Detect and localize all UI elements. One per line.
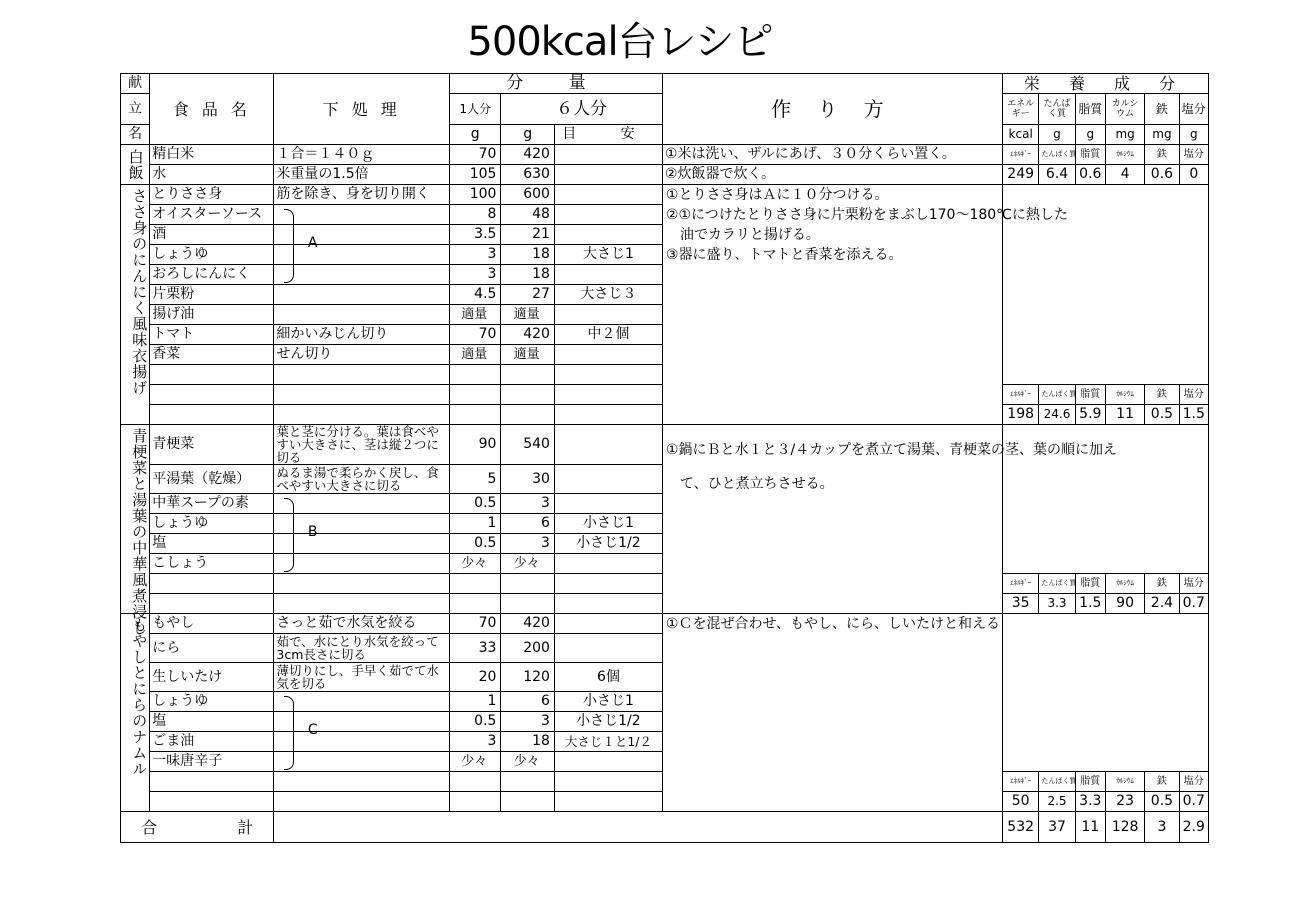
six-serving-amount: 18 [501, 732, 554, 752]
food-name [150, 574, 274, 594]
page-title: 500kcal台レシピ [467, 19, 773, 65]
food-name: 生しいたけ [150, 663, 274, 692]
prep-note [274, 225, 450, 245]
prep-note [274, 534, 450, 554]
six-serving-amount [501, 792, 554, 812]
measure-amount [554, 594, 662, 614]
method-step: 油でカラリと揚げる。 [665, 227, 820, 243]
six-serving-amount: 120 [501, 663, 554, 692]
method-header: 作 り 方 [662, 74, 1002, 145]
prep-note [274, 712, 450, 732]
nutrient-label: ｶﾙｼｳﾑ [1105, 385, 1144, 405]
measure-amount [554, 165, 662, 185]
one-serving-amount: 5 [449, 465, 500, 494]
one-serving-amount: 70 [449, 145, 500, 165]
nutrient-label: たんぱく質 [1039, 574, 1075, 594]
method-step: ③器に盛り、トマトと香菜を添える。 [665, 247, 903, 263]
method-blank [662, 574, 1002, 614]
prep-note [274, 732, 450, 752]
nutrient-value: 35 [1003, 594, 1039, 614]
one-serving-amount: 3 [449, 245, 500, 265]
six-serving-amount: 540 [501, 425, 554, 465]
one-serving-amount [449, 772, 500, 792]
six-serving-amount [501, 594, 554, 614]
prep-note [274, 265, 450, 285]
one-serving-amount: 70 [449, 614, 500, 634]
nutrient-unit: g [1075, 125, 1105, 145]
one-serving-amount: 少々 [449, 554, 500, 574]
prep-note [274, 574, 450, 594]
nutrient-value: 5.9 [1075, 405, 1105, 425]
one-serving-amount: 4.5 [449, 285, 500, 305]
prep-note: 葉と茎に分ける。葉は食べやすい大きさに、茎は縦２つに切る [274, 425, 450, 465]
dish-name: もやしとにらのナムル [121, 614, 150, 812]
nutrient-label: 鉄 [1145, 772, 1179, 792]
measure-amount [554, 772, 662, 792]
quantity-header: 分 量 [449, 74, 662, 94]
method-step: ②①につけたとりささ身に片栗粉をまぶし170～180℃に熱した [665, 207, 1068, 223]
six-serving-amount [501, 574, 554, 594]
six-serving-amount [501, 365, 554, 385]
measure-amount [554, 405, 662, 425]
six-serving-amount: 18 [501, 245, 554, 265]
method-step: ①Ｃを混ぜ合わせ、もやし、にら、しいたけと和える [665, 616, 1001, 632]
food-name: こしょう [150, 554, 274, 574]
one-serving-amount: 0.5 [449, 712, 500, 732]
measure-amount [554, 345, 662, 365]
nutrient-col-header: 脂質 [1075, 94, 1105, 125]
food-name-header: 食 品 名 [150, 74, 274, 145]
nutrient-value: 24.6 [1039, 405, 1075, 425]
method-text [662, 425, 1118, 574]
one-serving-amount [449, 365, 500, 385]
nutrient-col-header: 鉄 [1145, 94, 1179, 125]
brace-label: B [307, 523, 318, 540]
nutrition-blank [1003, 614, 1209, 772]
prep-note [274, 365, 450, 385]
nutrient-label: 塩分 [1179, 772, 1208, 792]
measure-amount: 6個 [554, 663, 662, 692]
unit-g: g [449, 125, 500, 145]
measure-amount [554, 205, 662, 225]
six-serving-amount: 630 [501, 165, 554, 185]
one-serving-amount: 適量 [449, 305, 500, 325]
nutrient-value: 249 [1003, 165, 1039, 185]
total-value: 11 [1075, 812, 1105, 843]
food-name: 塩 [150, 534, 274, 554]
method-blank [662, 385, 1002, 425]
method-step: ①とりささ身はＡに１０分つける。 [665, 187, 889, 203]
six-serving-amount: 420 [501, 614, 554, 634]
one-serving-amount: 少々 [449, 752, 500, 772]
dish-name: 白飯 [121, 145, 150, 185]
six-serving-amount: 420 [501, 325, 554, 345]
one-serving-amount [449, 405, 500, 425]
six-serving-amount: 27 [501, 285, 554, 305]
nutrient-value: 198 [1003, 405, 1039, 425]
food-name: 片栗粉 [150, 285, 274, 305]
six-serving-amount: 少々 [501, 752, 554, 772]
measure-amount [554, 792, 662, 812]
nutrient-unit: kcal [1003, 125, 1039, 145]
one-serving-amount [449, 792, 500, 812]
six-serving-amount: 6 [501, 692, 554, 712]
six-serving-amount: 6 [501, 514, 554, 534]
prep-note: さっと茹で水気を絞る [274, 614, 450, 634]
one-serving-amount: 1 [449, 692, 500, 712]
menu-name-char: 名 [121, 125, 150, 145]
food-name: にら [150, 634, 274, 663]
nutrient-value: 2.5 [1039, 792, 1075, 812]
total-value: 2.9 [1179, 812, 1208, 843]
nutrient-col-header: たんぱ く質 [1039, 94, 1075, 125]
brace-group [284, 209, 294, 283]
brace-group [284, 696, 294, 770]
nutrient-value: 23 [1105, 792, 1144, 812]
nutrient-label: 脂質 [1075, 385, 1105, 405]
six-serving-header: ６人分 [501, 94, 662, 125]
nutrient-label: ｴﾈﾙｷﾞｰ [1003, 385, 1039, 405]
one-serving-amount: 20 [449, 663, 500, 692]
measure-amount: 小さじ1 [554, 692, 662, 712]
food-name: ごま油 [150, 732, 274, 752]
dish-name: ささ身のにんにく風味衣揚げ [121, 185, 150, 425]
food-name: 香菜 [150, 345, 274, 365]
prep-note [274, 692, 450, 712]
nutrient-label: たんぱく質 [1039, 385, 1075, 405]
six-serving-amount: 21 [501, 225, 554, 245]
food-name: しょうゆ [150, 514, 274, 534]
prep-note [274, 285, 450, 305]
nutrient-value: 1.5 [1179, 405, 1208, 425]
one-serving-amount: 33 [449, 634, 500, 663]
measure-amount [554, 614, 662, 634]
prep-note: 筋を除き、身を切り開く [274, 185, 450, 205]
one-serving-amount [449, 385, 500, 405]
nutrient-unit: mg [1105, 125, 1144, 145]
nutrient-value: 0.5 [1145, 792, 1179, 812]
prep-note: ぬるま湯で柔らかく戻し、食べやすい大きさに切る [274, 465, 450, 494]
one-serving-amount: 3.5 [449, 225, 500, 245]
nutrient-unit: g [1039, 125, 1075, 145]
nutrient-label: 鉄 [1145, 145, 1179, 165]
six-serving-amount: 200 [501, 634, 554, 663]
six-serving-amount: 適量 [501, 345, 554, 365]
nutrient-col-header: 塩分 [1179, 94, 1208, 125]
one-serving-amount: 0.5 [449, 494, 500, 514]
food-name [150, 365, 274, 385]
nutrient-value: 0.7 [1179, 792, 1208, 812]
food-name: 水 [150, 165, 274, 185]
prep-note [274, 792, 450, 812]
one-serving-amount: 70 [449, 325, 500, 345]
one-serving-header: 1人分 [449, 94, 500, 125]
brace-label: A [307, 234, 318, 251]
nutrient-label: 脂質 [1075, 574, 1105, 594]
measure-amount [554, 634, 662, 663]
brace-group [284, 498, 294, 572]
prep-note [274, 554, 450, 574]
six-serving-amount: 3 [501, 534, 554, 554]
nutrient-label: 脂質 [1075, 772, 1105, 792]
nutrient-value: 4 [1105, 165, 1144, 185]
nutrient-label: たんぱく質 [1039, 772, 1075, 792]
nutrient-label: ｴﾈﾙｷﾞｰ [1003, 145, 1039, 165]
measure-amount [554, 365, 662, 385]
one-serving-amount [449, 594, 500, 614]
nutrient-label: ｶﾙｼｳﾑ [1105, 574, 1144, 594]
nutrient-value: 6.4 [1039, 165, 1075, 185]
measure-amount: 大さじ１と1/２ [554, 732, 662, 752]
measure-amount [554, 574, 662, 594]
nutrition-header: 栄 養 成 分 [1003, 74, 1209, 94]
six-serving-amount: 48 [501, 205, 554, 225]
measure-amount: 小さじ1/2 [554, 712, 662, 732]
prep-note [274, 305, 450, 325]
measure-amount [554, 185, 662, 205]
nutrient-value: 0.7 [1179, 594, 1208, 614]
six-serving-amount: 3 [501, 494, 554, 514]
six-serving-amount [501, 385, 554, 405]
prep-note [274, 405, 450, 425]
prep-header: 下 処 理 [274, 74, 450, 145]
one-serving-amount: 適量 [449, 345, 500, 365]
measure-amount [554, 465, 662, 494]
food-name: 精白米 [150, 145, 274, 165]
one-serving-amount: 3 [449, 265, 500, 285]
food-name: しょうゆ [150, 245, 274, 265]
method-text [662, 614, 1002, 772]
six-serving-amount [501, 405, 554, 425]
prep-note [274, 772, 450, 792]
one-serving-amount: 0.5 [449, 534, 500, 554]
nutrient-label: 塩分 [1179, 145, 1208, 165]
food-name: とりささ身 [150, 185, 274, 205]
total-blank [274, 812, 1003, 843]
nutrient-value: 90 [1105, 594, 1144, 614]
measure-amount: 大さじ1 [554, 245, 662, 265]
prep-note: 細かいみじん切り [274, 325, 450, 345]
measure-amount [554, 752, 662, 772]
six-serving-amount: 適量 [501, 305, 554, 325]
prep-note: せん切り [274, 345, 450, 365]
nutrient-label: ｶﾙｼｳﾑ [1105, 145, 1144, 165]
nutrient-value: 11 [1105, 405, 1144, 425]
nutrient-label: 塩分 [1179, 574, 1208, 594]
one-serving-amount: 1 [449, 514, 500, 534]
measure-amount: 大さじ３ [554, 285, 662, 305]
prep-note [274, 494, 450, 514]
one-serving-amount: 100 [449, 185, 500, 205]
food-name [150, 385, 274, 405]
nutrient-label: 脂質 [1075, 145, 1105, 165]
nutrient-label: ｴﾈﾙｷﾞｰ [1003, 772, 1039, 792]
food-name [150, 792, 274, 812]
food-name: 酒 [150, 225, 274, 245]
food-name: 青梗菜 [150, 425, 274, 465]
method-blank [662, 772, 1002, 812]
method-step: て、ひと煮立ちさせる。 [665, 476, 834, 492]
measure-amount [554, 425, 662, 465]
food-name: 平湯葉（乾燥） [150, 465, 274, 494]
measure-amount [554, 554, 662, 574]
six-serving-amount: 30 [501, 465, 554, 494]
nutrient-label: 鉄 [1145, 385, 1179, 405]
menu-name-char: 立 [121, 94, 150, 125]
food-name: 一味唐辛子 [150, 752, 274, 772]
one-serving-amount: 3 [449, 732, 500, 752]
food-name: 中華スープの素 [150, 494, 274, 514]
prep-note: 薄切りにし、手早く茹でて水気を切る [274, 663, 450, 692]
nutrient-value: 3.3 [1039, 594, 1075, 614]
measure-amount [554, 225, 662, 245]
total-label: 合 計 [121, 812, 274, 843]
measure-amount: 小さじ1/2 [554, 534, 662, 554]
nutrient-value: 0 [1179, 165, 1208, 185]
prep-note: 茹で、水にとり水気を絞って3cm長さに切る [274, 634, 450, 663]
total-value: 3 [1145, 812, 1179, 843]
food-name: 揚げ油 [150, 305, 274, 325]
food-name: トマト [150, 325, 274, 345]
six-serving-amount [501, 772, 554, 792]
prep-note: １合＝１４０ｇ [274, 145, 450, 165]
food-name: しょうゆ [150, 692, 274, 712]
total-value: 37 [1039, 812, 1075, 843]
measure-amount [554, 494, 662, 514]
unit-g: g [501, 125, 554, 145]
nutrient-value: 0.5 [1145, 405, 1179, 425]
nutrient-value: 0.6 [1145, 165, 1179, 185]
total-value: 532 [1003, 812, 1039, 843]
menu-name-char: 献 [121, 74, 150, 94]
prep-note [274, 594, 450, 614]
prep-note [274, 245, 450, 265]
one-serving-amount: 8 [449, 205, 500, 225]
food-name [150, 594, 274, 614]
prep-note: 米重量の1.5倍 [274, 165, 450, 185]
prep-note [274, 205, 450, 225]
six-serving-amount: 3 [501, 712, 554, 732]
food-name: オイスターソース [150, 205, 274, 225]
nutrient-col-header: カルシ ウム [1105, 94, 1144, 125]
six-serving-amount: 420 [501, 145, 554, 165]
prep-note [274, 514, 450, 534]
nutrient-label: ｶﾙｼｳﾑ [1105, 772, 1144, 792]
six-serving-amount: 600 [501, 185, 554, 205]
measure-amount: 小さじ1 [554, 514, 662, 534]
brace-label: C [307, 721, 318, 738]
food-name: 塩 [150, 712, 274, 732]
nutrient-unit: mg [1145, 125, 1179, 145]
method-step: ②炊飯器で炊く。 [662, 165, 1002, 185]
one-serving-amount [449, 574, 500, 594]
nutrient-value: 3.3 [1075, 792, 1105, 812]
food-name: おろしにんにく [150, 265, 274, 285]
food-name: もやし [150, 614, 274, 634]
nutrient-value: 1.5 [1075, 594, 1105, 614]
prep-note [274, 752, 450, 772]
nutrient-label: たんぱく質 [1039, 145, 1075, 165]
method-text [662, 185, 1068, 385]
measure-amount: 中２個 [554, 325, 662, 345]
nutrient-label: ｴﾈﾙｷﾞｰ [1003, 574, 1039, 594]
method-step: ①鍋にＢと水１と３/４カップを煮立て湯葉、青梗菜の茎、葉の順に加え [665, 442, 1118, 458]
nutrient-value: 2.4 [1145, 594, 1179, 614]
six-serving-amount: 少々 [501, 554, 554, 574]
measure-amount [554, 145, 662, 165]
nutrient-unit: g [1179, 125, 1208, 145]
nutrient-label: 鉄 [1145, 574, 1179, 594]
nutrient-col-header: エネル ギー [1003, 94, 1039, 125]
food-name [150, 772, 274, 792]
six-serving-amount: 18 [501, 265, 554, 285]
method-step: ①米は洗い、ザルにあげ、３０分くらい置く。 [662, 145, 1002, 165]
one-serving-amount: 105 [449, 165, 500, 185]
measure-header: 目 安 [554, 125, 662, 145]
prep-note [274, 385, 450, 405]
dish-name: 青梗菜と湯葉の中華風煮浸し [121, 425, 150, 614]
nutrient-label: 塩分 [1179, 385, 1208, 405]
one-serving-amount: 90 [449, 425, 500, 465]
food-name [150, 405, 274, 425]
measure-amount [554, 305, 662, 325]
nutrient-value: 50 [1003, 792, 1039, 812]
nutrient-value: 0.6 [1075, 165, 1105, 185]
total-value: 128 [1105, 812, 1144, 843]
measure-amount [554, 385, 662, 405]
measure-amount [554, 265, 662, 285]
